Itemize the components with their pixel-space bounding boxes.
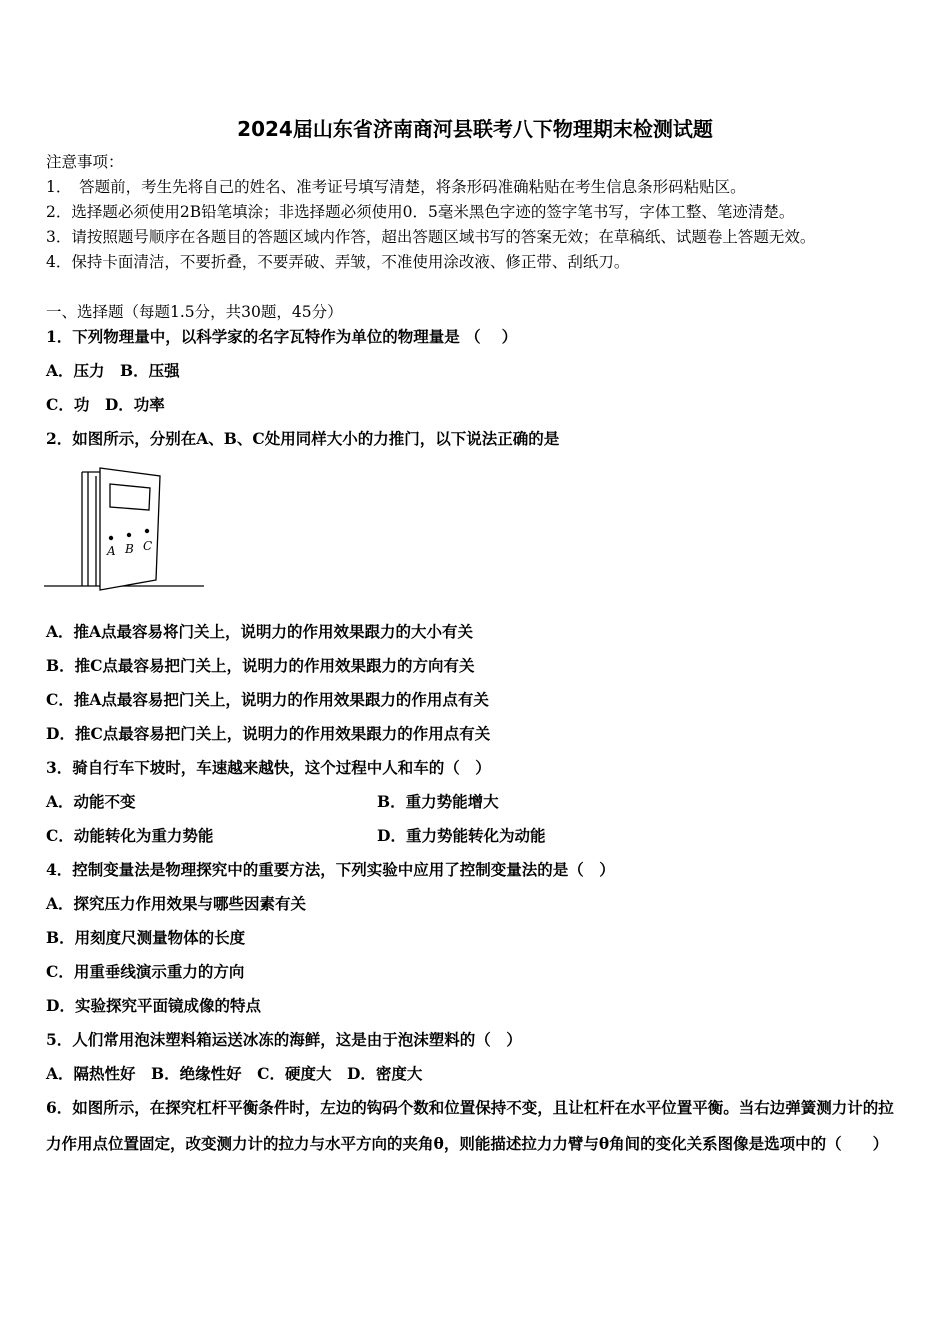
q2-option-d: D．推C点最容易把门关上，说明力的作用效果跟力的作用点有关 — [46, 724, 491, 743]
q2-option-c: C．推A点最容易把门关上，说明力的作用效果跟力的作用点有关 — [46, 690, 489, 709]
notice-item-3: 3．请按照题号顺序在各题目的答题区域内作答，超出答题区域书写的答案无效；在草稿纸、试题卷上答题无效。 — [46, 228, 816, 246]
q5-options: A．隔热性好 B．绝缘性好 C．硬度大 D．密度大 — [46, 1064, 423, 1083]
q1-options-ab: A．压力 B．压强 — [46, 361, 180, 380]
q3-option-a: A．动能不变 — [46, 792, 136, 811]
q2-option-a: A．推A点最容易将门关上，说明力的作用效果跟力的大小有关 — [46, 622, 474, 641]
page-title: 2024届山东省济南商河县联考八下物理期末检测试题 — [237, 117, 713, 141]
q1-options-cd: C．功 D．功率 — [46, 395, 165, 414]
notice-item-4: 4．保持卡面清洁，不要折叠，不要弄破、弄皱，不准使用涂改液、修正带、刮纸刀。 — [46, 253, 630, 271]
section-heading: 一、选择题（每题1.5分，共30题，45分） — [46, 303, 343, 321]
notice-heading: 注意事项： — [46, 153, 124, 171]
point-c-dot — [145, 529, 149, 533]
point-a-label: A — [107, 544, 116, 558]
q3-stem: 3．骑自行车下坡时，车速越来越快，这个过程中人和车的（ ） — [46, 758, 491, 777]
q4-option-d: D．实验探究平面镜成像的特点 — [46, 996, 261, 1015]
q2-stem: 2．如图所示，分别在A、B、C处用同样大小的力推门，以下说法正确的是 — [46, 429, 560, 448]
q4-option-b: B．用刻度尺测量物体的长度 — [46, 928, 246, 947]
point-b-label: B — [125, 542, 134, 556]
point-b-dot — [127, 533, 131, 537]
q6-stem: 6．如图所示，在探究杠杆平衡条件时，左边的钩码个数和位置保持不变，且让杠杆在水平位置平衡。当右边弹簧测力计的拉力作用点位置固定，改变测力计的拉力与水平方向的夹角θ，则能描述拉力力臂与θ角间的变化关系图像是选项中的（ ） — [46, 1098, 894, 1153]
q4-stem: 4．控制变量法是物理探究中的重要方法，下列实验中应用了控制变量法的是（ ） — [46, 860, 615, 879]
door-figure — [44, 462, 206, 592]
q1-stem: 1．下列物理量中，以科学家的名字瓦特作为单位的物理量是 （ ） — [46, 327, 518, 346]
q4-option-c: C．用重垂线演示重力的方向 — [46, 962, 245, 981]
point-c-label: C — [143, 539, 153, 553]
q4-option-a: A．探究压力作用效果与哪些因素有关 — [46, 894, 307, 913]
point-a-dot — [109, 536, 113, 540]
q3-option-b: B．重力势能增大 — [377, 792, 499, 811]
q3-option-c: C．动能转化为重力势能 — [46, 826, 214, 845]
q5-stem: 5．人们常用泡沫塑料箱运送冰冻的海鲜，这是由于泡沫塑料的（ ） — [46, 1030, 522, 1049]
notice-item-1: 1． 答题前，考生先将自己的姓名、准考证号填写清楚，将条形码准确粘贴在考生信息条形码粘贴区。 — [46, 178, 746, 196]
q3-option-d: D．重力势能转化为动能 — [377, 826, 546, 845]
q2-option-b: B．推C点最容易把门关上，说明力的作用效果跟力的方向有关 — [46, 656, 475, 675]
notice-item-2: 2．选择题必须使用2B铅笔填涂；非选择题必须使用0．5毫米黑色字迹的签字笔书写，字体工整、笔迹清楚。 — [46, 203, 795, 221]
